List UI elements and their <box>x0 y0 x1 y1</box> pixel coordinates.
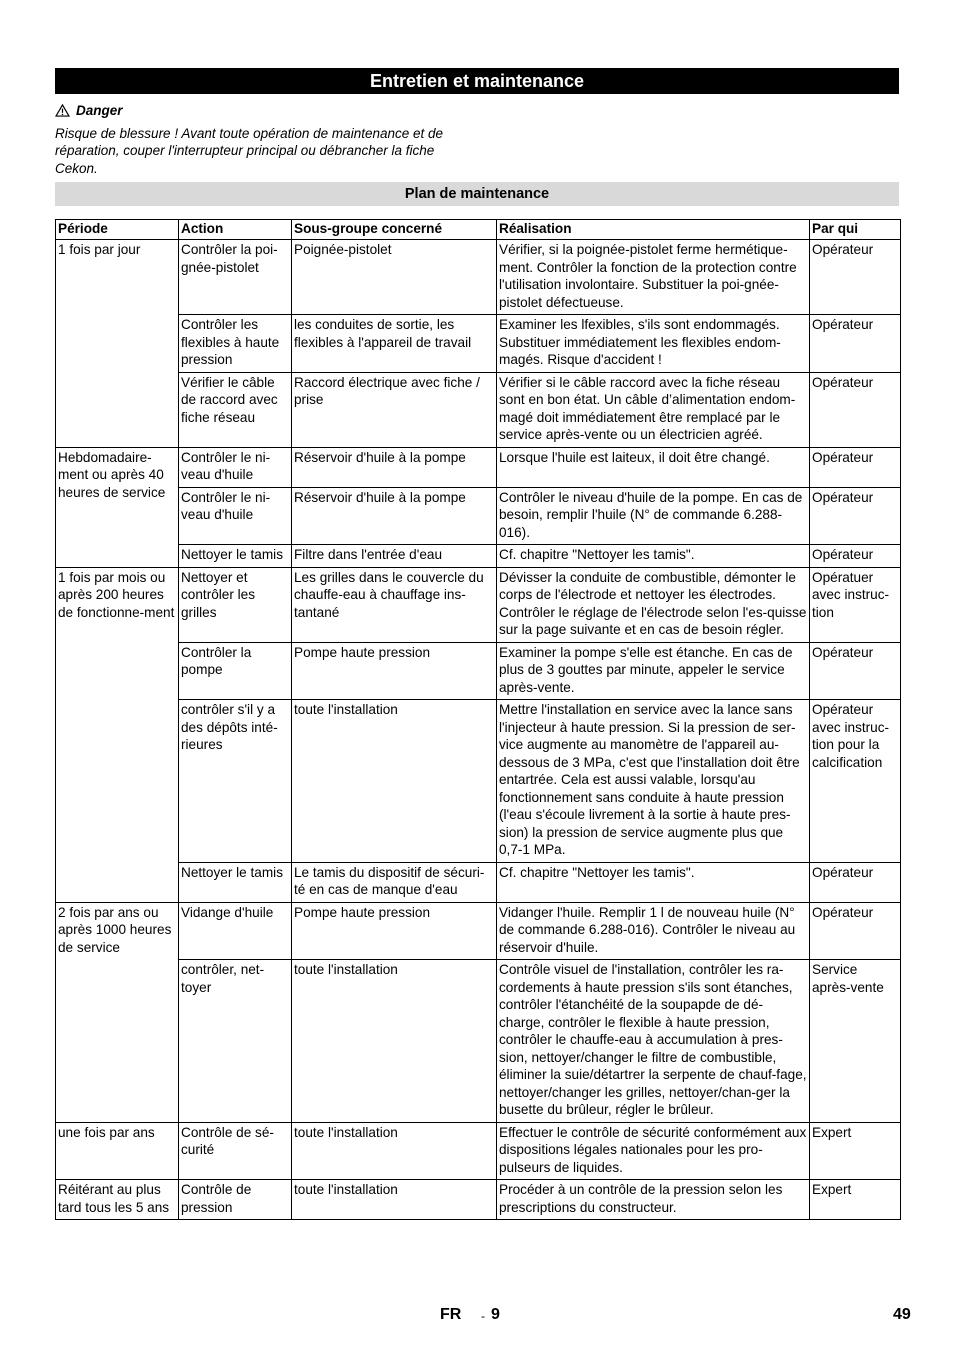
action-cell: Vidange d'huile <box>179 902 292 960</box>
danger-text: Risque de blessure ! Avant toute opération de maintenance et de réparation, couper l'interrupteur principal ou débrancher la fiche Cekon. <box>55 125 444 176</box>
action-cell: Contrôler la poi-gnée-pistolet <box>179 240 292 315</box>
action-cell: Contrôler la pompe <box>179 642 292 700</box>
component-cell: toute l'installation <box>292 700 497 863</box>
component-cell: Pompe haute pression <box>292 642 497 700</box>
footer-language: FR <box>440 1306 462 1323</box>
period-cell: 2 fois par ans ou après 1000 heures de service <box>56 902 179 1122</box>
period-cell: une fois par ans <box>56 1122 179 1180</box>
table-row <box>56 372 901 447</box>
procedure-cell: Effectuer le contrôle de sécurité conformément aux dispositions légales nationales pour les pro-pulseurs de liquides. <box>497 1122 810 1180</box>
procedure-cell: Dévisser la conduite de combustible, démonter le corps de l'électrode et nettoyer les électrodes. Contrôler le réglage de l'électrode selon l'es-quisse sur la page suivante et en cas de besoin régler. <box>497 567 810 642</box>
table-row <box>56 487 901 545</box>
action-cell: contrôler s'il y a des dépôts inté-rieures <box>179 700 292 863</box>
table-row <box>56 315 901 373</box>
responsible-cell: Opérateur <box>810 240 901 315</box>
procedure-cell: Cf. chapitre "Nettoyer les tamis". <box>497 545 810 568</box>
responsible-cell: Opérateur <box>810 447 901 487</box>
responsible-cell: Opérateur avec instruc-tion pour la calcification <box>810 700 901 863</box>
procedure-cell: Procéder à un contrôle de la pression selon les prescriptions du constructeur. <box>497 1180 810 1220</box>
responsible-cell: Opérateur <box>810 862 901 902</box>
table-row <box>56 1122 901 1180</box>
period-cell: 1 fois par mois ou après 200 heures de fonctionne-ment <box>56 567 179 902</box>
component-cell: Pompe haute pression <box>292 902 497 960</box>
period-cell: 1 fois par jour <box>56 240 179 448</box>
procedure-cell: Examiner la pompe s'elle est étanche. En cas de plus de 3 gouttes par minute, appeler le service après-vente. <box>497 642 810 700</box>
period-cell: Réitérant au plus tard tous les 5 ans <box>56 1180 179 1220</box>
action-cell: Nettoyer le tamis <box>179 862 292 902</box>
table-row <box>56 545 901 568</box>
action-cell: contrôler, net-toyer <box>179 960 292 1123</box>
table-row <box>56 902 901 960</box>
action-cell: Contrôler les flexibles à haute pression <box>179 315 292 373</box>
component-cell: Réservoir d'huile à la pompe <box>292 487 497 545</box>
table-row <box>56 862 901 902</box>
table-header-row <box>56 220 901 240</box>
table-row <box>56 240 901 315</box>
procedure-cell: Mettre l'installation en service avec la lance sans l'injecteur à haute pression. Si la pression de ser-vice augmente au manomètre de l'appareil au-dessous de 3 MPa, c'est que l'installation doit être entartrée. Cela est aussi valable, lorsqu'au fonctionnement sans conduite à haute pression (l'eau s'écoule livrement à la sortie à haute pres-sion) la pression de service augmente plus que 0,7-1 MPa. <box>497 700 810 863</box>
table-row <box>56 960 901 1123</box>
section-title: Plan de maintenance <box>55 182 899 206</box>
table-row <box>56 700 901 863</box>
action-cell: Contrôler le ni-veau d'huile <box>179 487 292 545</box>
footer-separator: - <box>481 1309 485 1323</box>
responsible-cell: Opératuer avec instruc-tion <box>810 567 901 642</box>
maintenance-table <box>55 219 901 1220</box>
period-cell: Hebdomadaire-ment ou après 40 heures de service <box>56 447 179 567</box>
component-cell: Le tamis du dispositif de sécuri-té en cas de manque d'eau <box>292 862 497 902</box>
action-cell: Nettoyer le tamis <box>179 545 292 568</box>
component-cell: toute l'installation <box>292 1122 497 1180</box>
procedure-cell: Contrôle visuel de l'installation, contrôler les ra-cordements à haute pression s'ils sont étanches, contrôler l'étanchéité de la soupapde de dé-charge, contrôler le flexible à haute pression, contrôler le chauffe-eau à accumulation à pres-sion, nettoyer/changer le filtre de combustible, éliminer la suie/détartrer la serpente de chauf-fage, nettoyer/changer les grilles, nettoyer/chan-ger la busette du brûleur, régler le brûleur. <box>497 960 810 1123</box>
component-cell: toute l'installation <box>292 1180 497 1220</box>
procedure-cell: Vidanger l'huile. Remplir 1 l de nouveau huile (N° de commande 6.288-016). Contrôler le niveau au réservoir d'huile. <box>497 902 810 960</box>
warning-triangle-icon <box>55 104 70 117</box>
danger-notice <box>55 102 475 177</box>
component-cell: Poignée-pistolet <box>292 240 497 315</box>
component-cell: Réservoir d'huile à la pompe <box>292 447 497 487</box>
component-cell: Filtre dans l'entrée d'eau <box>292 545 497 568</box>
action-cell: Nettoyer et contrôler les grilles <box>179 567 292 642</box>
danger-label: Danger <box>76 103 123 118</box>
action-cell: Contrôle de pression <box>179 1180 292 1220</box>
responsible-cell: Opérateur <box>810 902 901 960</box>
procedure-cell: Lorsque l'huile est laiteux, il doit être changé. <box>497 447 810 487</box>
responsible-cell: Opérateur <box>810 487 901 545</box>
procedure-cell: Cf. chapitre "Nettoyer les tamis". <box>497 862 810 902</box>
component-cell: Raccord électrique avec fiche / prise <box>292 372 497 447</box>
header-par-qui: Par qui <box>810 220 901 240</box>
action-cell: Contrôle de sé-curité <box>179 1122 292 1180</box>
procedure-cell: Contrôler le niveau d'huile de la pompe. En cas de besoin, remplir l'huile (N° de commande 6.288-016). <box>497 487 810 545</box>
responsible-cell: Opérateur <box>810 315 901 373</box>
responsible-cell: Opérateur <box>810 545 901 568</box>
header-periode: Période <box>56 220 179 240</box>
responsible-cell: Expert <box>810 1180 901 1220</box>
header-action: Action <box>179 220 292 240</box>
component-cell: toute l'installation <box>292 960 497 1123</box>
table-row <box>56 567 901 642</box>
responsible-cell: Opérateur <box>810 372 901 447</box>
procedure-cell: Examiner les lfexibles, s'ils sont endommagés. Substituer immédiatement les flexibles endom-magés. Risque d'accident ! <box>497 315 810 373</box>
responsible-cell: Service après-vente <box>810 960 901 1123</box>
table-row <box>56 447 901 487</box>
component-cell: les conduites de sortie, les flexibles à l'appareil de travail <box>292 315 497 373</box>
responsible-cell: Expert <box>810 1122 901 1180</box>
component-cell: Les grilles dans le couvercle du chauffe-eau à chauffage ins-tantané <box>292 567 497 642</box>
page-title: Entretien et maintenance <box>55 68 899 94</box>
header-realisation: Réalisation <box>497 220 810 240</box>
header-sous-groupe: Sous-groupe concerné <box>292 220 497 240</box>
procedure-cell: Vérifier, si la poignée-pistolet ferme hermétique-ment. Contrôler la fonction de la protection contre l'utilisation involontaire. Substituer la poi-gnée-pistolet défectueuse. <box>497 240 810 315</box>
table-row <box>56 1180 901 1220</box>
responsible-cell: Opérateur <box>810 642 901 700</box>
action-cell: Vérifier le câble de raccord avec fiche réseau <box>179 372 292 447</box>
procedure-cell: Vérifier si le câble raccord avec la fiche réseau sont en bon état. Un câble d’alimentation endom-magé doit immédiatement être remplacé par le service après-vente ou un électricien agréé. <box>497 372 810 447</box>
footer-sub-page: 9 <box>491 1306 500 1323</box>
table-row <box>56 642 901 700</box>
page-number: 49 <box>893 1306 911 1323</box>
action-cell: Contrôler le ni-veau d'huile <box>179 447 292 487</box>
